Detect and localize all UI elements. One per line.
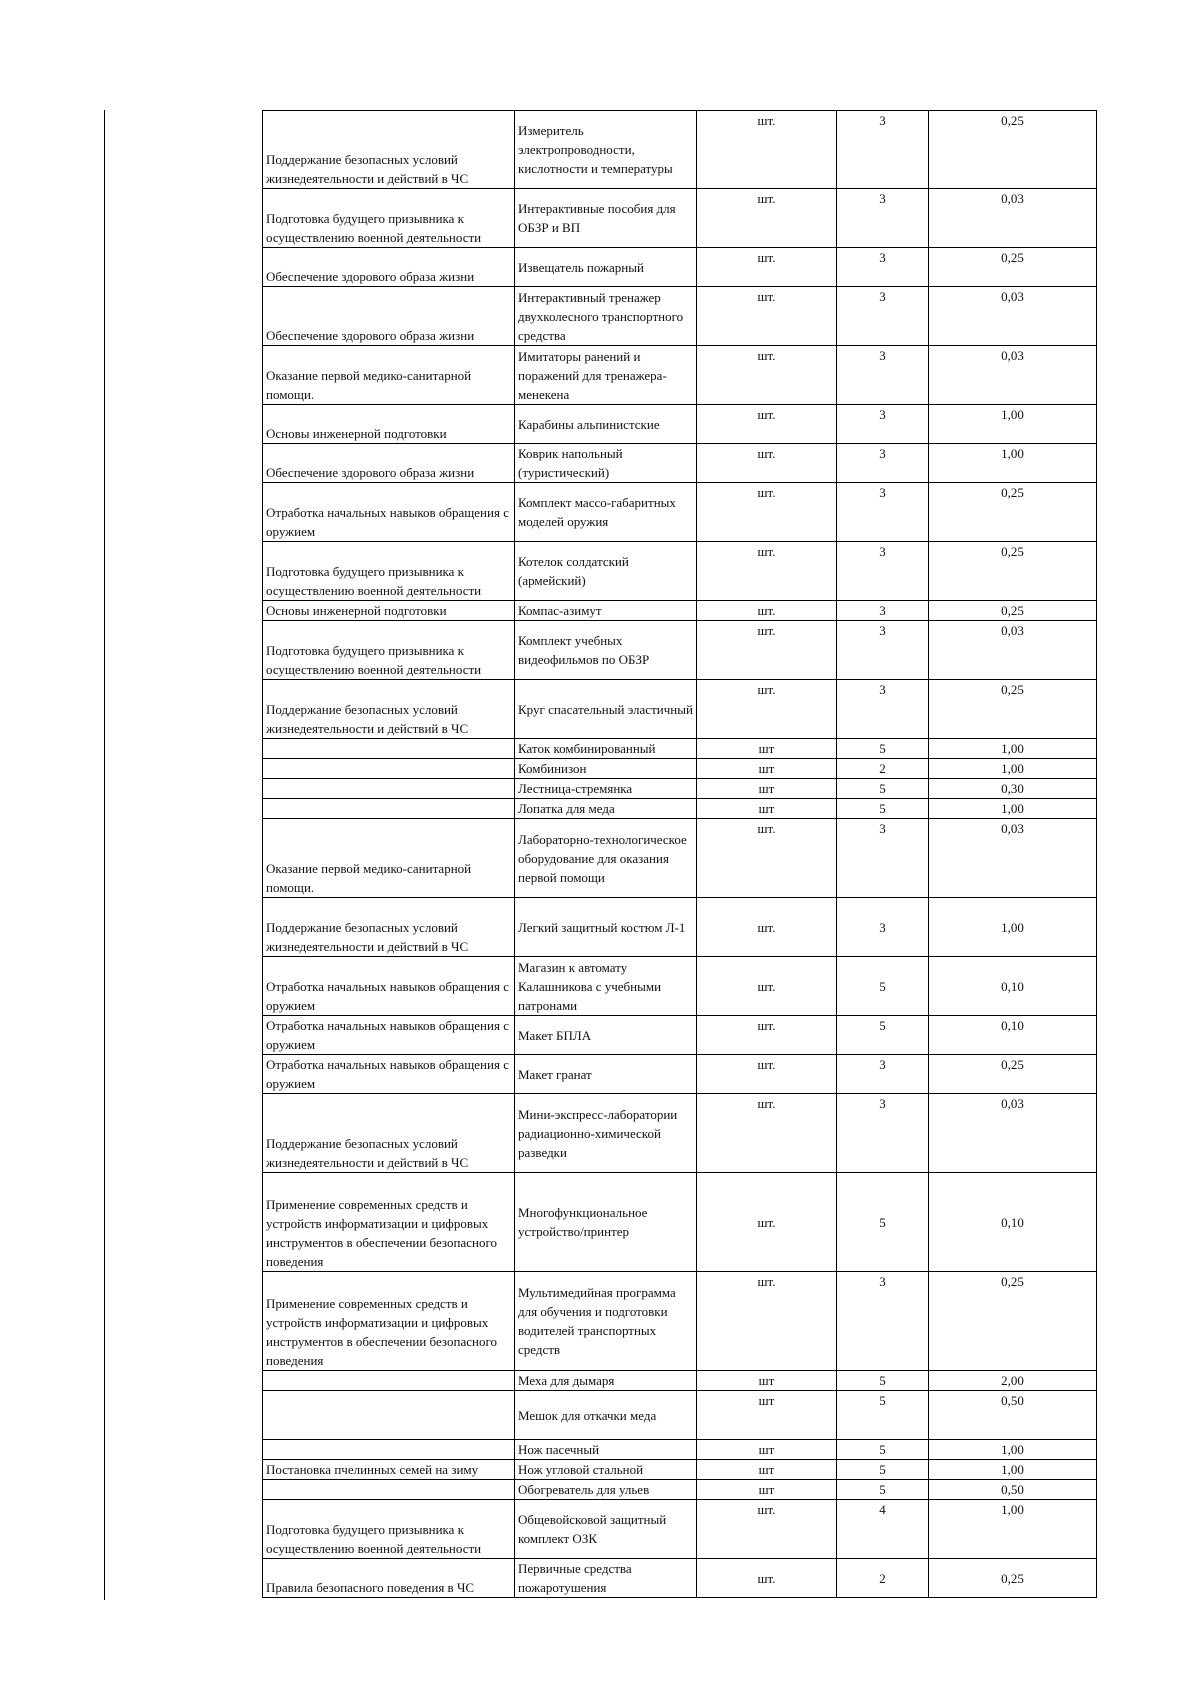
item-name-cell: Круг спасательный эластичный bbox=[515, 680, 697, 739]
equipment-table bbox=[262, 110, 1097, 1598]
unit-cell: шт bbox=[697, 1460, 837, 1480]
coefficient-cell: 1,00 bbox=[929, 759, 1097, 779]
table-row bbox=[263, 346, 1097, 405]
item-name-cell: Меха для дымаря bbox=[515, 1371, 697, 1391]
quantity-cell: 3 bbox=[837, 483, 929, 542]
section-cell bbox=[263, 779, 515, 799]
section-cell: Поддержание безопасных условий жизнедеятельности и действий в ЧС bbox=[263, 898, 515, 957]
section-cell bbox=[263, 739, 515, 759]
item-name-cell: Карабины альпинистские bbox=[515, 405, 697, 444]
quantity-cell: 5 bbox=[837, 957, 929, 1016]
table-row bbox=[263, 680, 1097, 739]
table-row bbox=[263, 601, 1097, 621]
section-cell: Подготовка будущего призывника к осуществлению военной деятельности bbox=[263, 621, 515, 680]
coefficient-cell: 1,00 bbox=[929, 739, 1097, 759]
table-row bbox=[263, 1371, 1097, 1391]
quantity-cell: 2 bbox=[837, 759, 929, 779]
unit-cell: шт. bbox=[697, 1016, 837, 1055]
quantity-cell: 3 bbox=[837, 287, 929, 346]
table-row bbox=[263, 248, 1097, 287]
unit-cell: шт bbox=[697, 1480, 837, 1500]
section-cell: Отработка начальных навыков обращения с оружием bbox=[263, 483, 515, 542]
item-name-cell: Интерактивный тренажер двухколесного транспортного средства bbox=[515, 287, 697, 346]
item-name-cell: Многофункциональное устройство/принтер bbox=[515, 1173, 697, 1272]
unit-cell: шт. bbox=[697, 1094, 837, 1173]
item-name-cell: Макет БПЛА bbox=[515, 1016, 697, 1055]
item-name-cell: Компас-азимут bbox=[515, 601, 697, 621]
section-cell: Правила безопасного поведения в ЧС bbox=[263, 1559, 515, 1598]
quantity-cell: 3 bbox=[837, 819, 929, 898]
table-row bbox=[263, 799, 1097, 819]
section-cell: Поддержание безопасных условий жизнедеятельности и действий в ЧС bbox=[263, 111, 515, 189]
left-margin-line bbox=[104, 110, 105, 1600]
section-cell bbox=[263, 1440, 515, 1460]
coefficient-cell: 0,25 bbox=[929, 483, 1097, 542]
section-cell: Применение современных средств и устройств информатизации и цифровых инструментов в обеспечении безопасного поведения bbox=[263, 1173, 515, 1272]
unit-cell: шт. bbox=[697, 1500, 837, 1559]
quantity-cell: 4 bbox=[837, 1500, 929, 1559]
unit-cell: шт. bbox=[697, 346, 837, 405]
coefficient-cell: 0,25 bbox=[929, 111, 1097, 189]
table-row bbox=[263, 1272, 1097, 1371]
item-name-cell: Нож пасечный bbox=[515, 1440, 697, 1460]
quantity-cell: 5 bbox=[837, 779, 929, 799]
table-row bbox=[263, 1559, 1097, 1598]
table-row bbox=[263, 898, 1097, 957]
coefficient-cell: 0,03 bbox=[929, 1094, 1097, 1173]
section-cell: Поддержание безопасных условий жизнедеятельности и действий в ЧС bbox=[263, 1094, 515, 1173]
quantity-cell: 5 bbox=[837, 1440, 929, 1460]
unit-cell: шт bbox=[697, 1371, 837, 1391]
unit-cell: шт. bbox=[697, 1173, 837, 1272]
quantity-cell: 3 bbox=[837, 346, 929, 405]
section-cell: Обеспечение здорового образа жизни bbox=[263, 248, 515, 287]
item-name-cell: Лабораторно-технологическое оборудование для оказания первой помощи bbox=[515, 819, 697, 898]
quantity-cell: 3 bbox=[837, 1094, 929, 1173]
quantity-cell: 3 bbox=[837, 189, 929, 248]
table-row bbox=[263, 779, 1097, 799]
quantity-cell: 5 bbox=[837, 1173, 929, 1272]
item-name-cell: Общевойсковой защитный комплект ОЗК bbox=[515, 1500, 697, 1559]
table-row bbox=[263, 957, 1097, 1016]
coefficient-cell: 0,25 bbox=[929, 542, 1097, 601]
item-name-cell: Легкий защитный костюм Л-1 bbox=[515, 898, 697, 957]
item-name-cell: Обогреватель для ульев bbox=[515, 1480, 697, 1500]
quantity-cell: 5 bbox=[837, 799, 929, 819]
coefficient-cell: 0,10 bbox=[929, 1173, 1097, 1272]
coefficient-cell: 1,00 bbox=[929, 1500, 1097, 1559]
quantity-cell: 5 bbox=[837, 1480, 929, 1500]
table-row bbox=[263, 1460, 1097, 1480]
section-cell bbox=[263, 1371, 515, 1391]
item-name-cell: Лестница-стремянка bbox=[515, 779, 697, 799]
coefficient-cell: 0,25 bbox=[929, 680, 1097, 739]
coefficient-cell: 0,25 bbox=[929, 1559, 1097, 1598]
section-cell: Основы инженерной подготовки bbox=[263, 601, 515, 621]
unit-cell: шт. bbox=[697, 444, 837, 483]
unit-cell: шт. bbox=[697, 957, 837, 1016]
section-cell bbox=[263, 759, 515, 779]
item-name-cell: Мешок для откачки меда bbox=[515, 1391, 697, 1440]
item-name-cell: Коврик напольный (туристический) bbox=[515, 444, 697, 483]
unit-cell: шт. bbox=[697, 819, 837, 898]
section-cell: Подготовка будущего призывника к осуществлению военной деятельности bbox=[263, 542, 515, 601]
table-row bbox=[263, 405, 1097, 444]
table-row bbox=[263, 739, 1097, 759]
table-row bbox=[263, 111, 1097, 189]
unit-cell: шт. bbox=[697, 898, 837, 957]
section-cell: Оказание первой медико-санитарной помощи. bbox=[263, 346, 515, 405]
coefficient-cell: 0,25 bbox=[929, 248, 1097, 287]
table-row bbox=[263, 483, 1097, 542]
section-cell: Применение современных средств и устройств информатизации и цифровых инструментов в обеспечении безопасного поведения bbox=[263, 1272, 515, 1371]
coefficient-cell: 1,00 bbox=[929, 799, 1097, 819]
unit-cell: шт. bbox=[697, 111, 837, 189]
table-row bbox=[263, 1480, 1097, 1500]
unit-cell: шт. bbox=[697, 248, 837, 287]
table-row bbox=[263, 1016, 1097, 1055]
quantity-cell: 3 bbox=[837, 111, 929, 189]
coefficient-cell: 0,03 bbox=[929, 287, 1097, 346]
coefficient-cell: 1,00 bbox=[929, 1460, 1097, 1480]
section-cell: Обеспечение здорового образа жизни bbox=[263, 287, 515, 346]
table-row bbox=[263, 1391, 1097, 1440]
unit-cell: шт bbox=[697, 759, 837, 779]
quantity-cell: 3 bbox=[837, 601, 929, 621]
item-name-cell: Имитаторы ранений и поражений для тренажера-менекена bbox=[515, 346, 697, 405]
item-name-cell: Интерактивные пособия для ОБЗР и ВП bbox=[515, 189, 697, 248]
coefficient-cell: 0,25 bbox=[929, 1272, 1097, 1371]
unit-cell: шт bbox=[697, 1391, 837, 1440]
unit-cell: шт. bbox=[697, 483, 837, 542]
item-name-cell: Измеритель электропроводности, кислотности и температуры bbox=[515, 111, 697, 189]
coefficient-cell: 1,00 bbox=[929, 898, 1097, 957]
unit-cell: шт bbox=[697, 1440, 837, 1460]
quantity-cell: 3 bbox=[837, 621, 929, 680]
item-name-cell: Нож угловой стальной bbox=[515, 1460, 697, 1480]
quantity-cell: 2 bbox=[837, 1559, 929, 1598]
item-name-cell: Мультимедийная программа для обучения и подготовки водителей транспортных средств bbox=[515, 1272, 697, 1371]
unit-cell: шт. bbox=[697, 542, 837, 601]
quantity-cell: 5 bbox=[837, 1391, 929, 1440]
unit-cell: шт. bbox=[697, 1559, 837, 1598]
unit-cell: шт bbox=[697, 739, 837, 759]
item-name-cell: Магазин к автомату Калашникова с учебными патронами bbox=[515, 957, 697, 1016]
item-name-cell: Комплект учебных видеофильмов по ОБЗР bbox=[515, 621, 697, 680]
section-cell: Отработка начальных навыков обращения с оружием bbox=[263, 1055, 515, 1094]
section-cell: Обеспечение здорового образа жизни bbox=[263, 444, 515, 483]
unit-cell: шт. bbox=[697, 189, 837, 248]
quantity-cell: 3 bbox=[837, 405, 929, 444]
table-row bbox=[263, 1055, 1097, 1094]
coefficient-cell: 0,10 bbox=[929, 1016, 1097, 1055]
section-cell: Отработка начальных навыков обращения с оружием bbox=[263, 957, 515, 1016]
coefficient-cell: 1,00 bbox=[929, 405, 1097, 444]
table-row bbox=[263, 189, 1097, 248]
item-name-cell: Комбинизон bbox=[515, 759, 697, 779]
section-cell: Постановка пчелинных семей на зиму bbox=[263, 1460, 515, 1480]
section-cell: Поддержание безопасных условий жизнедеятельности и действий в ЧС bbox=[263, 680, 515, 739]
section-cell bbox=[263, 799, 515, 819]
unit-cell: шт. bbox=[697, 1055, 837, 1094]
coefficient-cell: 0,03 bbox=[929, 189, 1097, 248]
section-cell: Подготовка будущего призывника к осуществлению военной деятельности bbox=[263, 189, 515, 248]
coefficient-cell: 0,30 bbox=[929, 779, 1097, 799]
table-row bbox=[263, 1500, 1097, 1559]
quantity-cell: 3 bbox=[837, 1272, 929, 1371]
item-name-cell: Макет гранат bbox=[515, 1055, 697, 1094]
item-name-cell: Лопатка для меда bbox=[515, 799, 697, 819]
coefficient-cell: 1,00 bbox=[929, 1440, 1097, 1460]
unit-cell: шт. bbox=[697, 405, 837, 444]
item-name-cell: Каток комбинированный bbox=[515, 739, 697, 759]
coefficient-cell: 2,00 bbox=[929, 1371, 1097, 1391]
quantity-cell: 5 bbox=[837, 1016, 929, 1055]
unit-cell: шт bbox=[697, 799, 837, 819]
coefficient-cell: 0,03 bbox=[929, 621, 1097, 680]
unit-cell: шт. bbox=[697, 621, 837, 680]
quantity-cell: 3 bbox=[837, 444, 929, 483]
unit-cell: шт. bbox=[697, 1272, 837, 1371]
unit-cell: шт. bbox=[697, 601, 837, 621]
quantity-cell: 5 bbox=[837, 739, 929, 759]
section-cell bbox=[263, 1480, 515, 1500]
table-row bbox=[263, 1173, 1097, 1272]
section-cell: Оказание первой медико-санитарной помощи. bbox=[263, 819, 515, 898]
section-cell: Отработка начальных навыков обращения с оружием bbox=[263, 1016, 515, 1055]
unit-cell: шт. bbox=[697, 680, 837, 739]
item-name-cell: Котелок солдатский (армейский) bbox=[515, 542, 697, 601]
quantity-cell: 5 bbox=[837, 1460, 929, 1480]
coefficient-cell: 0,10 bbox=[929, 957, 1097, 1016]
section-cell bbox=[263, 1391, 515, 1440]
item-name-cell: Мини-экспресс-лаборатории радиационно-химической разведки bbox=[515, 1094, 697, 1173]
coefficient-cell: 0,25 bbox=[929, 601, 1097, 621]
section-cell: Подготовка будущего призывника к осуществлению военной деятельности bbox=[263, 1500, 515, 1559]
coefficient-cell: 0,50 bbox=[929, 1480, 1097, 1500]
quantity-cell: 3 bbox=[837, 542, 929, 601]
table-row bbox=[263, 621, 1097, 680]
coefficient-cell: 1,00 bbox=[929, 444, 1097, 483]
quantity-cell: 3 bbox=[837, 680, 929, 739]
unit-cell: шт. bbox=[697, 287, 837, 346]
table-row bbox=[263, 759, 1097, 779]
unit-cell: шт bbox=[697, 779, 837, 799]
quantity-cell: 3 bbox=[837, 898, 929, 957]
table-row bbox=[263, 542, 1097, 601]
coefficient-cell: 0,03 bbox=[929, 346, 1097, 405]
item-name-cell: Первичные средства пожаротушения bbox=[515, 1559, 697, 1598]
coefficient-cell: 0,03 bbox=[929, 819, 1097, 898]
quantity-cell: 3 bbox=[837, 1055, 929, 1094]
item-name-cell: Комплект массо-габаритных моделей оружия bbox=[515, 483, 697, 542]
quantity-cell: 5 bbox=[837, 1371, 929, 1391]
quantity-cell: 3 bbox=[837, 248, 929, 287]
coefficient-cell: 0,50 bbox=[929, 1391, 1097, 1440]
table-row bbox=[263, 1440, 1097, 1460]
section-cell: Основы инженерной подготовки bbox=[263, 405, 515, 444]
table-row bbox=[263, 287, 1097, 346]
coefficient-cell: 0,25 bbox=[929, 1055, 1097, 1094]
item-name-cell: Извещатель пожарный bbox=[515, 248, 697, 287]
table-row bbox=[263, 444, 1097, 483]
table-row bbox=[263, 1094, 1097, 1173]
equipment-table-body bbox=[263, 111, 1097, 1598]
table-row bbox=[263, 819, 1097, 898]
